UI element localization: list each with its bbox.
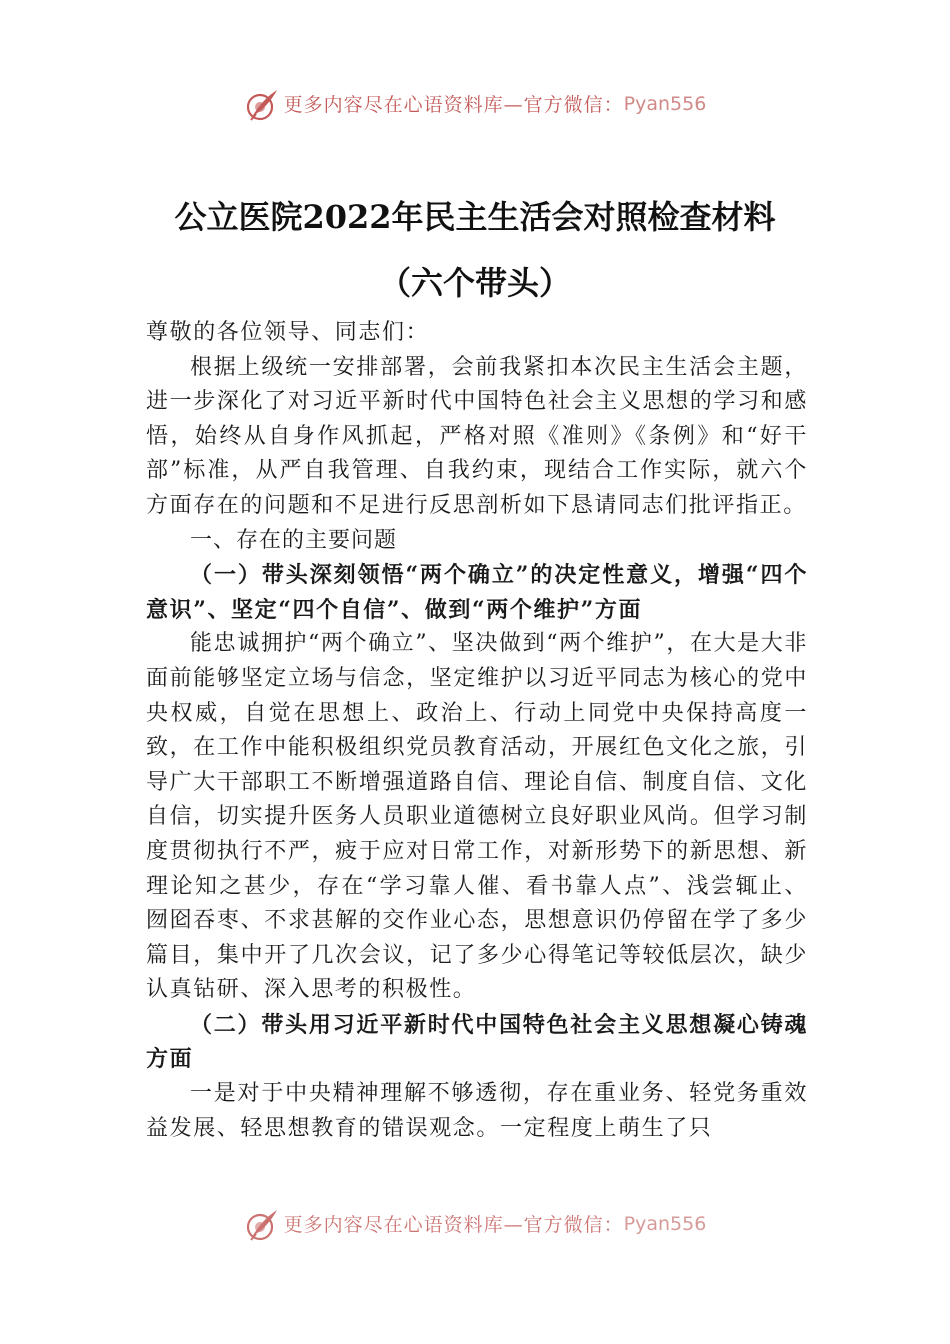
watermark-footer bbox=[0, 1204, 950, 1244]
watermark-wechat-id: Pyan556 bbox=[623, 93, 707, 115]
document-subtitle: （六个带头） bbox=[378, 264, 571, 302]
section-heading: 一、存在的主要问题 bbox=[190, 527, 398, 553]
salutation: 尊敬的各位领导、同志们： bbox=[146, 320, 430, 345]
watermark-header bbox=[0, 84, 950, 124]
document-title: 公立医院2022年民主生活会对照检查材料 bbox=[174, 198, 776, 236]
watermark-text: 更多内容尽在心语资料库—官方微信： bbox=[283, 1214, 624, 1236]
subsection-body-1: 能忠诚拥护“两个确立”、坚决做到“两个维护”，在大是大非面前能够坚定立场与信念，坚定维护以习近平同志为核心的党中央权威，自觉在思想上、政治上、行动上同党中央保持高度一致，在工作中能积极组织党员教育活动，开展红色文化之旅，引导广大干部职工不断增强道路自信、理论自信、制度自信、文化自信，切实提升医务人员职业道德树立良好职业风尚。但学习制度贯彻执行不严，疲于应对日常工作，对新形势下的新思想、新理论知之甚少，存在“学习靠人催、看书靠人点”、浅尝辄止、囫囵吞枣、不求甚解的交作业心态，思想意识仍停留在学了多少篇目，集中开了几次会议，记了多少心得笔记等较低层次，缺少认真钻研、深入思考的积极性。 bbox=[146, 631, 808, 1003]
intro-paragraph: 根据上级统一安排部署，会前我紧扣本次民主生活会主题，进一步深化了对习近平新时代中国特色社会主义思想的学习和感悟，始终从自身作风抓起，严格对照《准则》《条例》和“好干部”标准，从严自我管理、自我约束，现结合工作实际，就六个方面存在的问题和不足进行反思剖析如下恳请同志们批评指正。 bbox=[146, 354, 808, 518]
subsection-heading-1: （一）带头深刻领悟“两个确立”的决定性意义，增强“四个意识”、坚定“四个自信”、做到“两个维护”方面 bbox=[146, 562, 808, 623]
document-body bbox=[146, 316, 808, 1146]
quill-logo-icon bbox=[244, 87, 280, 123]
watermark-text: 更多内容尽在心语资料库—官方微信： bbox=[283, 94, 624, 116]
subsection-body-2: 一是对于中央精神理解不够透彻，存在重业务、轻党务重效益发展、轻思想教育的错误观念。一定程度上萌生了只 bbox=[146, 1081, 808, 1141]
quill-logo-icon bbox=[244, 1207, 280, 1243]
subsection-heading-2: （二）带头用习近平新时代中国特色社会主义思想凝心铸魂方面 bbox=[146, 1011, 808, 1073]
watermark-wechat-id: Pyan556 bbox=[623, 1213, 707, 1235]
